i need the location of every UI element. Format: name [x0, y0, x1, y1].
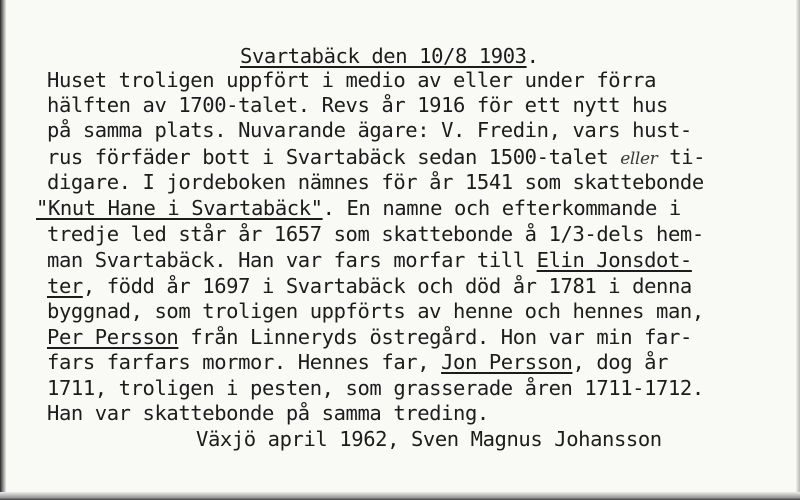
- text-line-8-a: man Svartabäck. Han var fars morfar till: [47, 248, 537, 272]
- card-bottom-edge-shadow: [0, 492, 800, 500]
- underlined-name-jon-persson: Jon Persson: [441, 350, 573, 374]
- card-title: [240, 44, 539, 68]
- text-line-5: digare. I jordeboken nämnes för år 1541 som skattebonde: [47, 170, 704, 194]
- text-line-12-a: fars farfars mormor. Hennes far,: [47, 350, 442, 374]
- text-line-6-b: . En namne och efterkommande i: [322, 196, 681, 220]
- text-line-10: byggnad, som troligen uppförts av henne och hennes man,: [47, 299, 704, 323]
- signature-line: Växjö april 1962, Sven Magnus Johansson: [196, 427, 662, 451]
- underlined-name-elin-jonsdotter-end: ter: [47, 274, 83, 298]
- text-line-7: tredje led står år 1657 som skattebonde å 1/3-dels hem-: [47, 222, 704, 246]
- text-line-12-b: , dog år: [572, 350, 669, 374]
- text-line-8: [47, 248, 692, 272]
- title-place-date: Svartabäck den 10/8 1903: [240, 44, 527, 68]
- handwritten-insertion: eller: [620, 149, 658, 169]
- text-line-6: [36, 196, 681, 220]
- title-end: .: [526, 44, 539, 68]
- text-line-14: Han var skattebonde på samma treding.: [47, 401, 489, 425]
- text-line-4: [47, 145, 705, 169]
- text-line-3: på samma plats. Nuvarande ägare: V. Fredin, vars hust-: [47, 118, 692, 142]
- text-line-11: [47, 325, 692, 349]
- text-line-12: [47, 350, 668, 374]
- underlined-name-knut-hane: "Knut Hane i Svartabäck": [36, 196, 323, 220]
- text-line-9-b: , född år 1697 i Svartabäck och död år 1781 i denna: [82, 274, 692, 298]
- underlined-name-per-persson: Per Persson: [47, 325, 179, 349]
- text-line-11-b: från Linneryds östregård. Hon var min far-: [178, 325, 692, 349]
- text-line-13: 1711, troligen i pesten, som grasserade åren 1711-1712.: [47, 376, 704, 400]
- text-line-4-a: rus förfäder bott i Svartabäck sedan 1500-talet: [47, 145, 621, 169]
- underlined-name-elin-jonsdotter: Elin Jonsdot-: [536, 248, 692, 272]
- text-line-2: hälften av 1700-talet. Revs år 1916 för ett nytt hus: [47, 93, 668, 117]
- text-line-1: Huset troligen uppfört i medio av eller under förra: [47, 68, 657, 92]
- text-line-4-b: ti-: [657, 145, 706, 169]
- text-line-9: [47, 274, 692, 298]
